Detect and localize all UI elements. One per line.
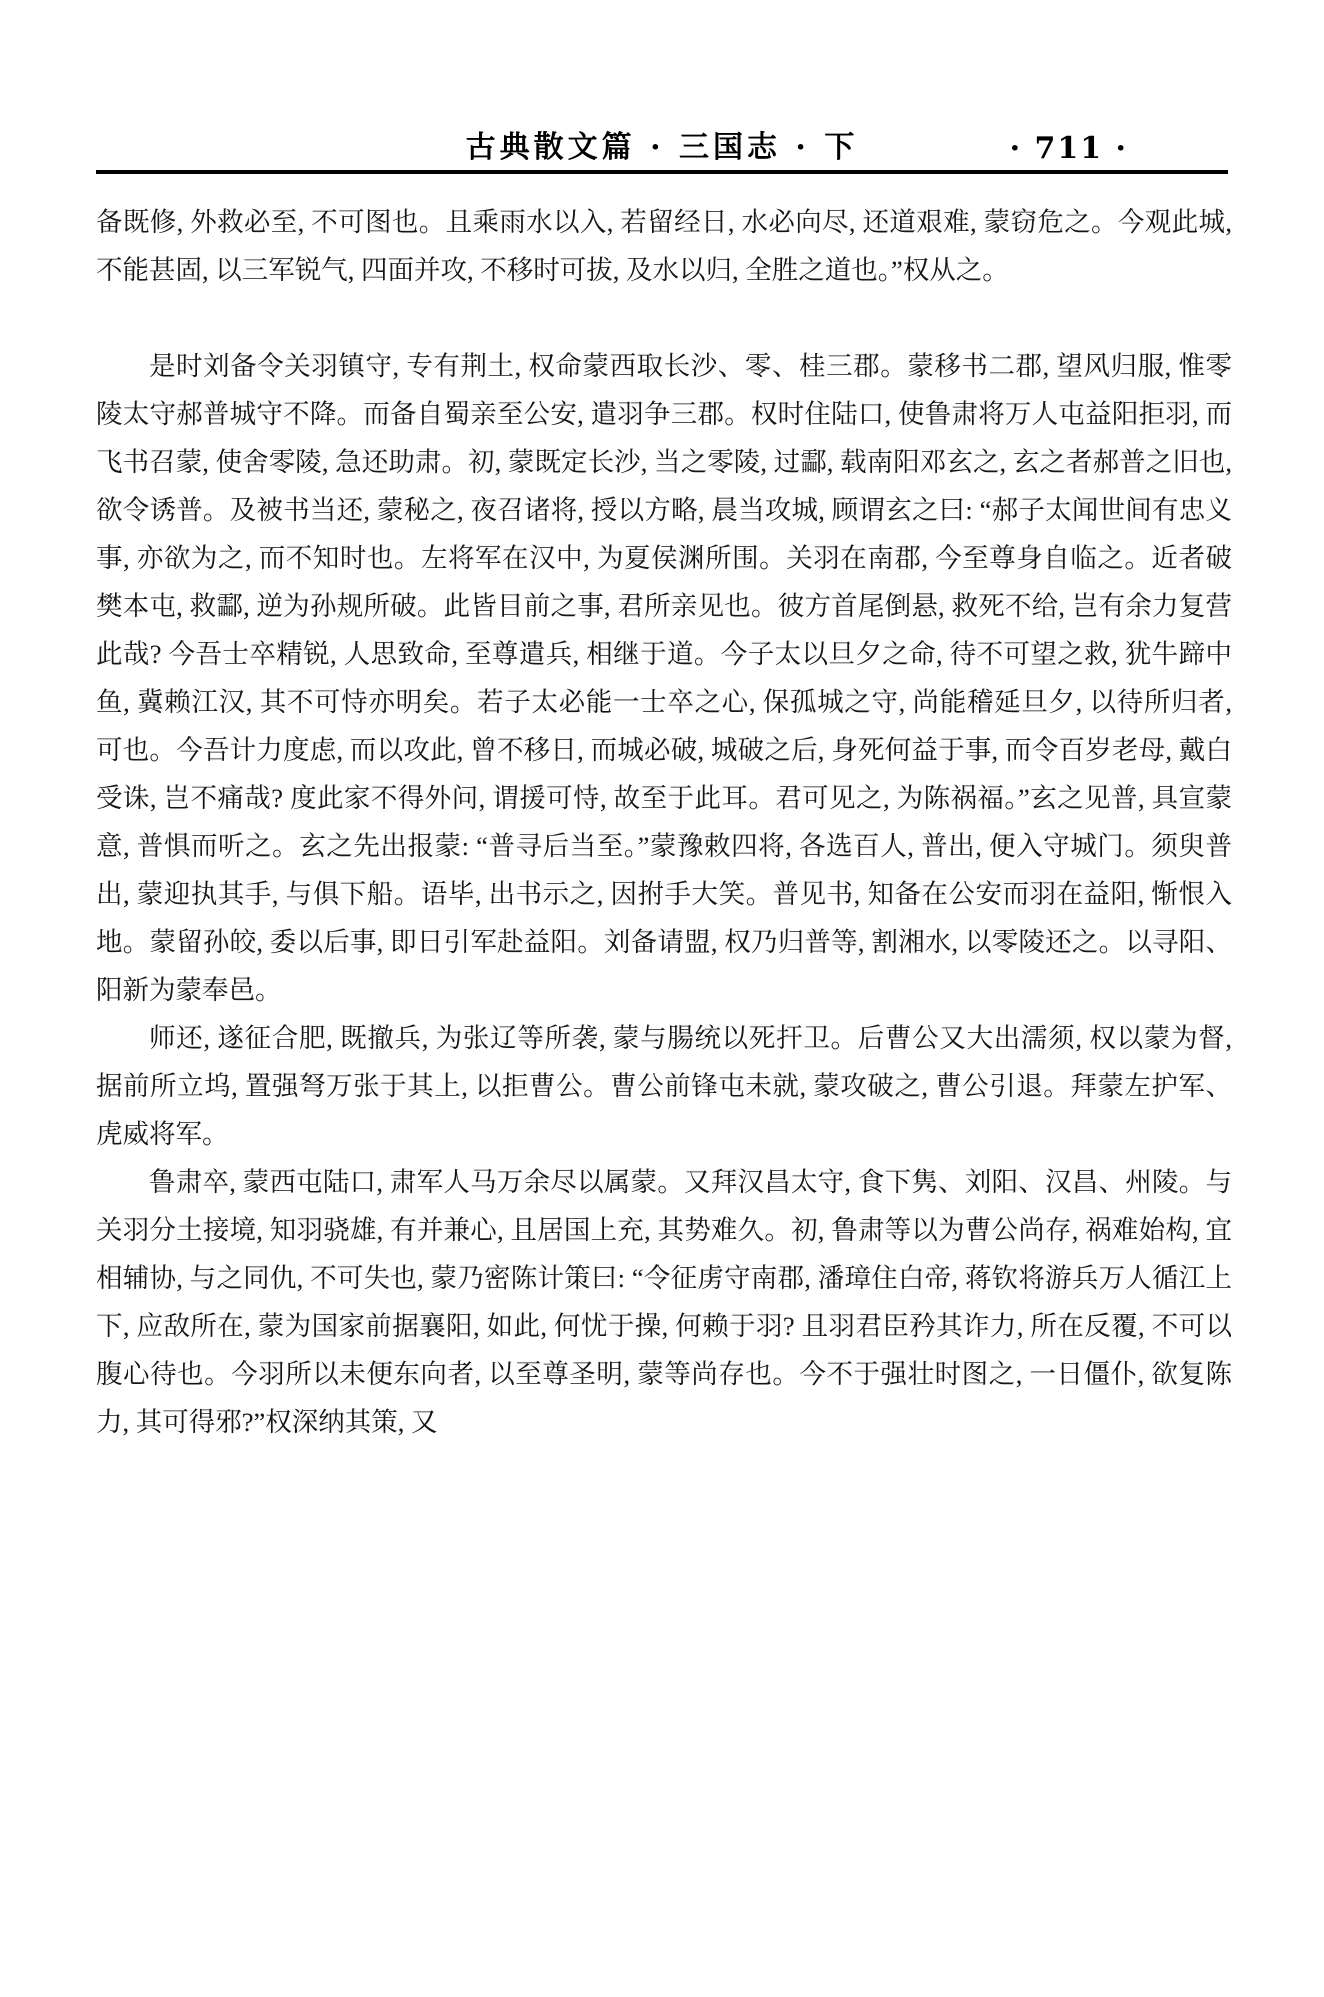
page-header <box>96 96 1228 166</box>
header-title: 古典散文篇 · 三国志 · 下 <box>465 130 859 165</box>
page-number: · 711 · <box>1009 131 1128 166</box>
paragraph: 备既修, 外救必至, 不可图也。且乘雨水以入, 若留经日, 水必向尽, 还道艰难, 蒙窃危之。今观此城, 不能甚固, 以三军锐气, 四面并攻, 不移时可拔, 及水以归, 全胜之道也。”权从之。 <box>96 207 1232 285</box>
paragraph: 师还, 遂征合肥, 既撤兵, 为张辽等所袭, 蒙与腸统以死扞卫。后曹公又大出濡须, 权以蒙为督, 据前所立坞, 置强弩万张于其上, 以拒曹公。曹公前锋屯未就, 蒙攻破之, 曹公引退。拜蒙左护军、虎威将军。 <box>96 1023 1232 1149</box>
header-divider <box>96 170 1228 174</box>
paragraph: 是时刘备令关羽镇守, 专有荆土, 权命蒙西取长沙、零、桂三郡。蒙移书二郡, 望风归服, 惟零陵太守郝普城守不降。而备自蜀亲至公安, 遣羽争三郡。权时住陆口, 使鲁肃将万人屯益阳拒羽, 而飞书召蒙, 使舍零陵, 急还助肃。初, 蒙既定长沙, 当之零陵, 过酃, 载南阳邓玄之, 玄之者郝普之旧也, 欲令诱普。及被书当还, 蒙秘之, 夜召诸将, 授以方略, 晨当攻城, 顾谓玄之曰: “郝子太闻世间有忠义事, 亦欲为之, 而不知时也。左将军在汉中, 为夏侯渊所围。关羽在南郡, 今至尊身自临之。近者破樊本屯, 救酃, 逆为孙规所破。此皆目前之事, 君所亲见也。彼方首尾倒悬, 救死不给, 岂有余力复营此哉? 今吾士卒精锐, 人思致命, 至尊遣兵, 相继于道。今子太以旦夕之命, 待不可望之救, 犹牛蹄中鱼, 冀赖江汉, 其不可恃亦明矣。若子太必能一士卒之心, 保孤城之守, 尚能稽延旦夕, 以待所归者, 可也。今吾计力度虑, 而以攻此, 曾不移日, 而城必破, 城破之后, 身死何益于事, 而令百岁老母, 戴白受诛, 岂不痛哉? 度此家不得外问, 谓援可恃, 故至于此耳。君可见之, 为陈祸福。”玄之见普, 具宣蒙意, 普惧而听之。玄之先出报蒙: “普寻后当至。”蒙豫敕四将, 各选百人, 普出, 便入守城门。须臾普出, 蒙迎执其手, 与俱下船。语毕, 出书示之, 因拊手大笑。普见书, 知备在公安而羽在益阳, 惭恨入地。蒙留孙皎, 委以后事, 即日引军赴益阳。刘备请盟, 权乃归普等, 割湘水, 以零陵还之。以寻阳、阳新为蒙奉邑。 <box>96 351 1232 1005</box>
paragraph: 鲁肃卒, 蒙西屯陆口, 肃军人马万余尽以属蒙。又拜汉昌太守, 食下隽、刘阳、汉昌、州陵。与关羽分土接境, 知羽骁雄, 有并兼心, 且居国上充, 其势难久。初, 鲁肃等以为曹公尚存, 祸难始构, 宜相辅协, 与之同仇, 不可失也, 蒙乃密陈计策曰: “令征虏守南郡, 潘璋住白帝, 蒋钦将游兵万人循江上下, 应敌所在, 蒙为国家前据襄阳, 如此, 何忧于操, 何赖于羽? 且羽君臣矜其诈力, 所在反覆, 不可以腹心待也。今羽所以未便东向者, 以至尊圣明, 蒙等尚存也。今不于强壮时图之, 一日僵仆, 欲复陈力, 其可得邪?”权深纳其策, 又 <box>96 1167 1232 1437</box>
page-body <box>96 198 1232 1446</box>
paragraph-spacer <box>96 294 1232 342</box>
